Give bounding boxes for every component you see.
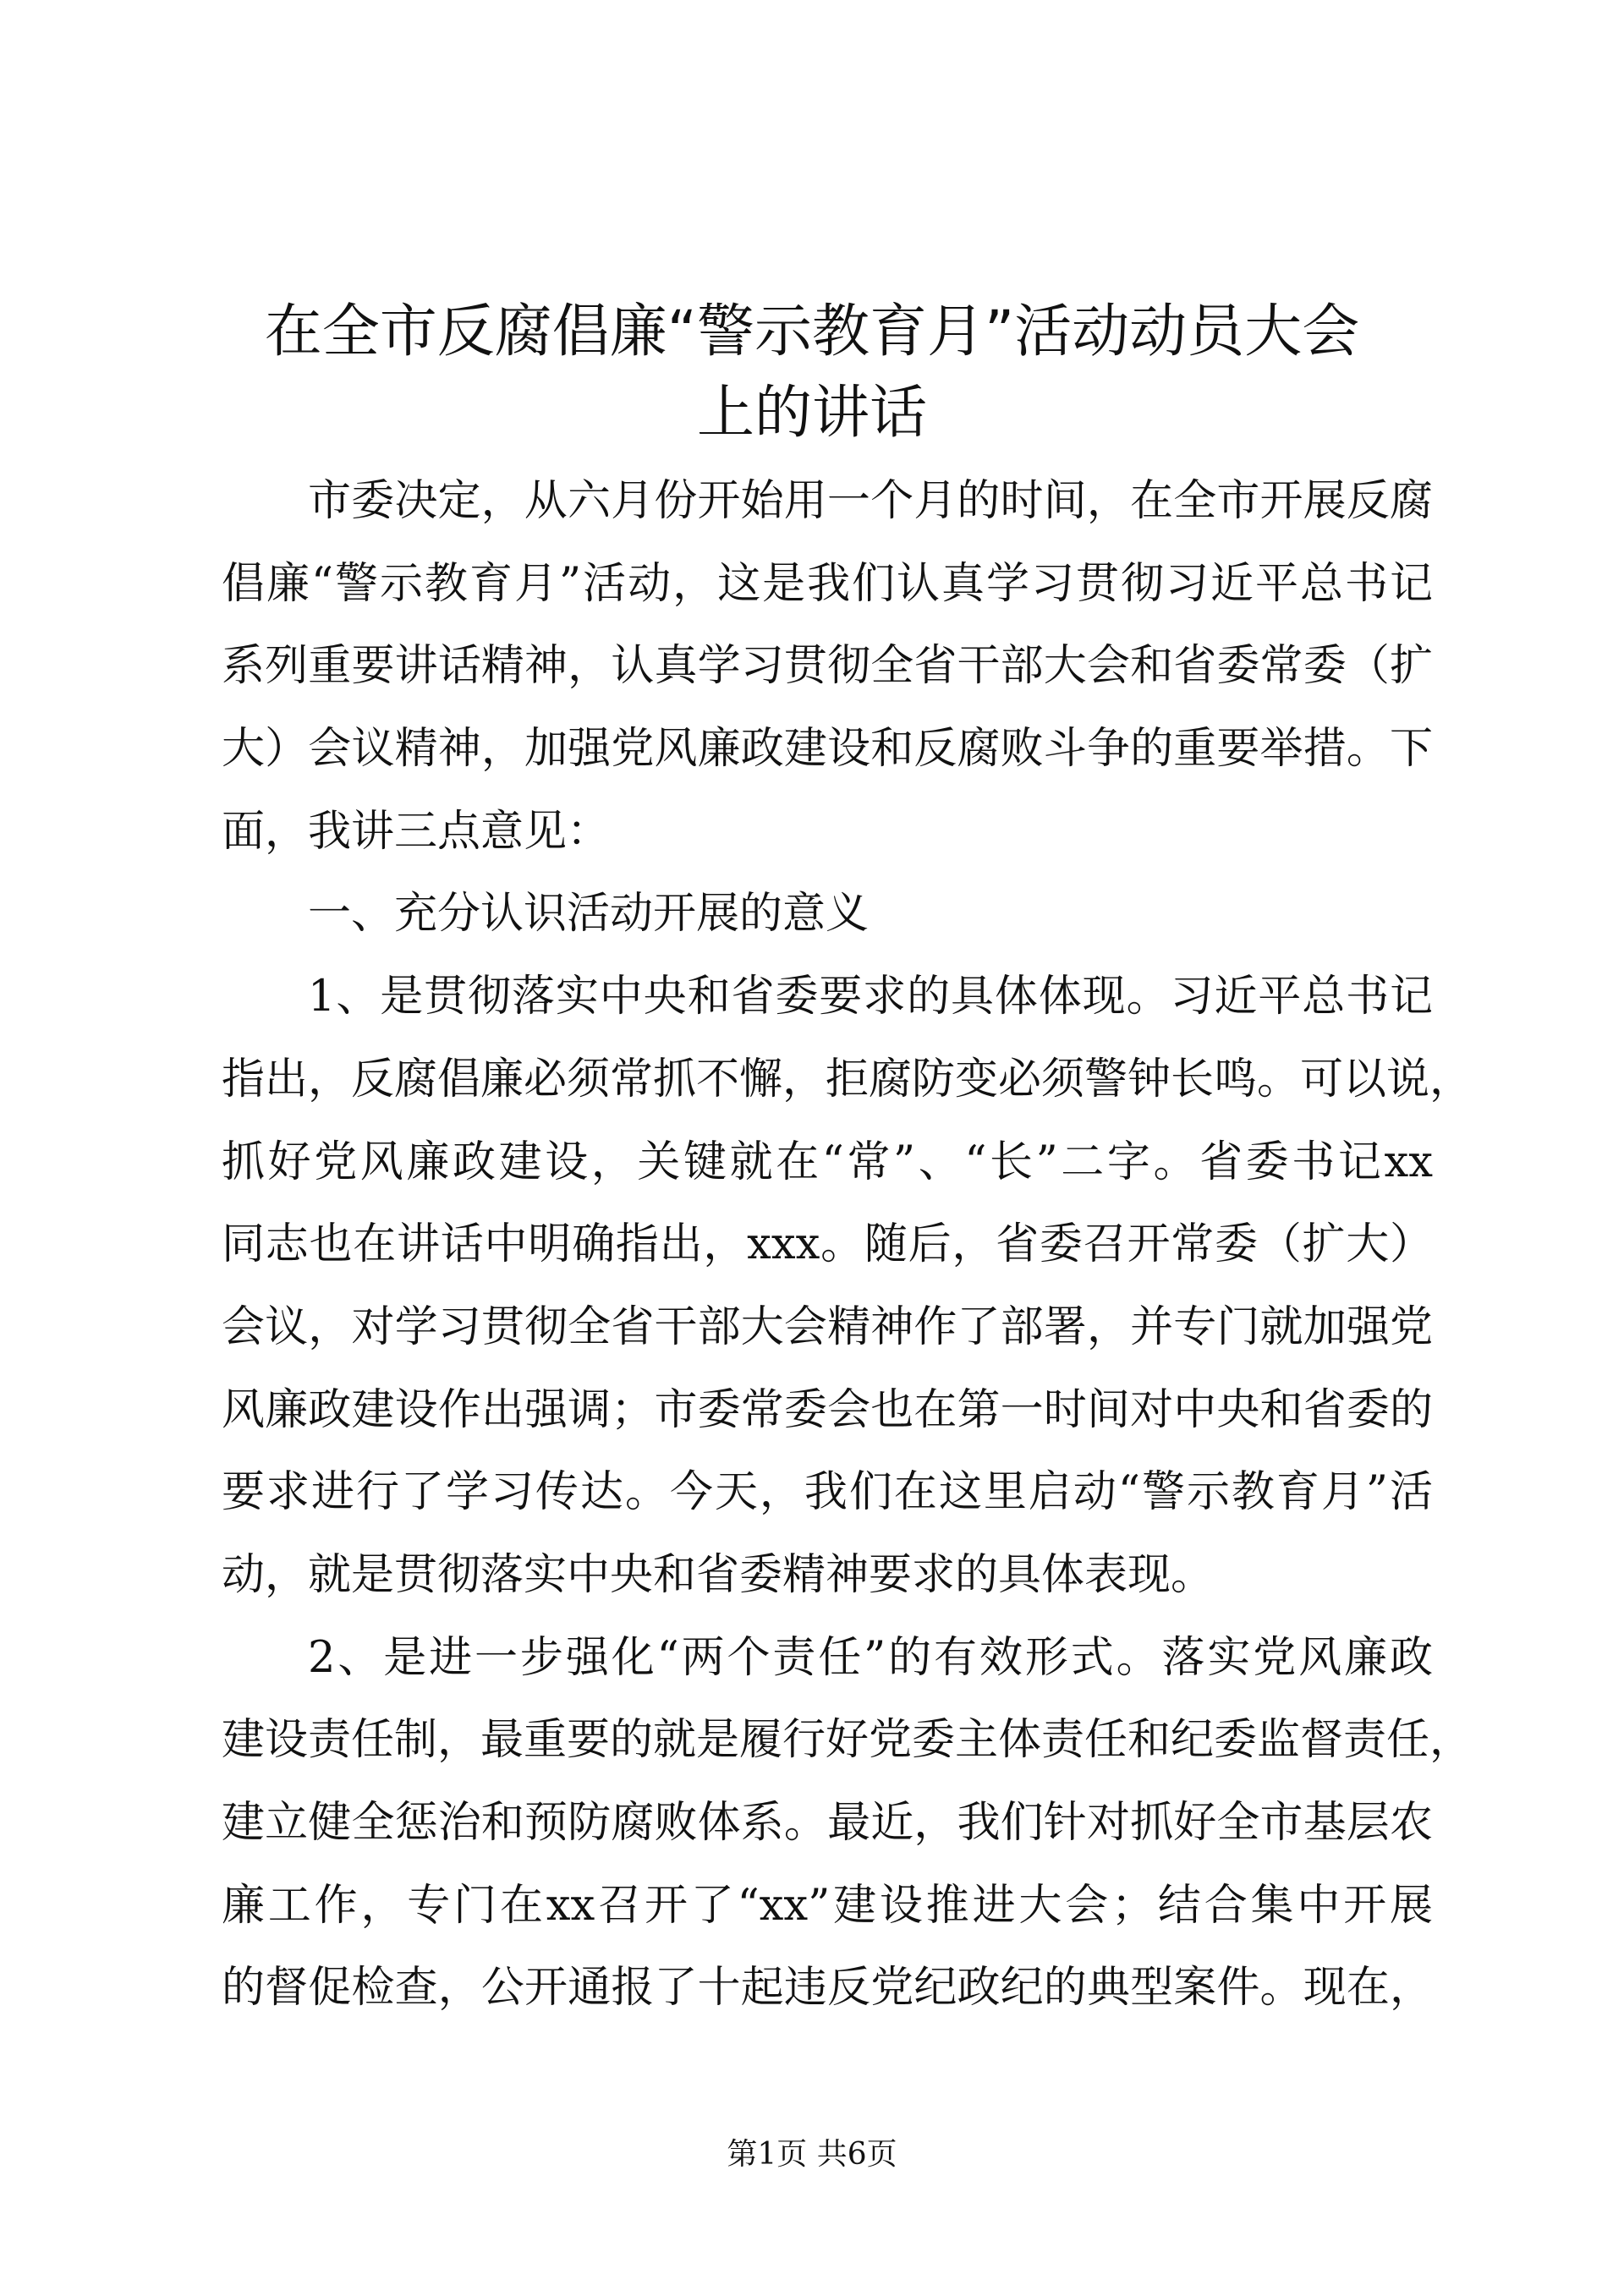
body-line: 要求进行了学习传达。今天，我们在这里启动“警示教育月”活	[222, 1467, 1433, 1518]
body-line: 动，就是贯彻落实中央和省委精神要求的具体表现。	[222, 1549, 1215, 1600]
body-line: 系列重要讲话精神，认真学习贯彻全省干部大会和省委常委（扩	[222, 641, 1433, 692]
document-title-line-1: 在全市反腐倡廉“警示教育月”活动动员大会	[264, 299, 1360, 365]
body-line: 指出，反腐倡廉必须常抓不懈，拒腐防变必须警钟长鸣。可以说，	[222, 1054, 1473, 1104]
body-line: 面，我讲三点意见：	[222, 806, 611, 857]
body-line: 大）会议精神，加强党风廉政建设和反腐败斗争的重要举措。下	[222, 724, 1433, 775]
document-title-line-2: 上的讲话	[696, 380, 927, 447]
body-line: 建设责任制，最重要的就是履行好党委主体责任和纪委监督责任，	[222, 1715, 1473, 1766]
body-line: 的督促检查，公开通报了十起违反党纪政纪的典型案件。现在，	[222, 1963, 1433, 2014]
body-line: 会议，对学习贯彻全省干部大会精神作了部署，并专门就加强党	[222, 1301, 1433, 1352]
section-heading: 一、充分认识活动开展的意义	[308, 889, 870, 940]
body-line: 抓好党风廉政建设，关键就在“常”、“长”二字。省委书记xx	[222, 1137, 1433, 1187]
body-line: 1、是贯彻落实中央和省委要求的具体体现。习近平总书记	[308, 972, 1433, 1022]
body-line: 同志也在讲话中明确指出，xxx。随后，省委召开常委（扩大）	[222, 1219, 1433, 1270]
body-line: 建立健全惩治和预防腐败体系。最近，我们针对抓好全市基层农	[222, 1798, 1433, 1848]
body-line: 倡廉“警示教育月”活动，这是我们认真学习贯彻习近平总书记	[222, 558, 1433, 609]
document-body	[222, 460, 1473, 2030]
body-line: 风廉政建设作出强调；市委常委会也在第一时间对中央和省委的	[222, 1384, 1433, 1435]
page-number-footer: 第1页 共6页	[727, 2137, 897, 2172]
body-line: 市委决定，从六月份开始用一个月的时间，在全市开展反腐	[308, 476, 1433, 526]
body-line: 廉工作，专门在xx召开了“xx”建设推进大会；结合集中开展	[222, 1880, 1433, 1931]
body-line: 2、是进一步强化“两个责任”的有效形式。落实党风廉政	[308, 1632, 1433, 1683]
